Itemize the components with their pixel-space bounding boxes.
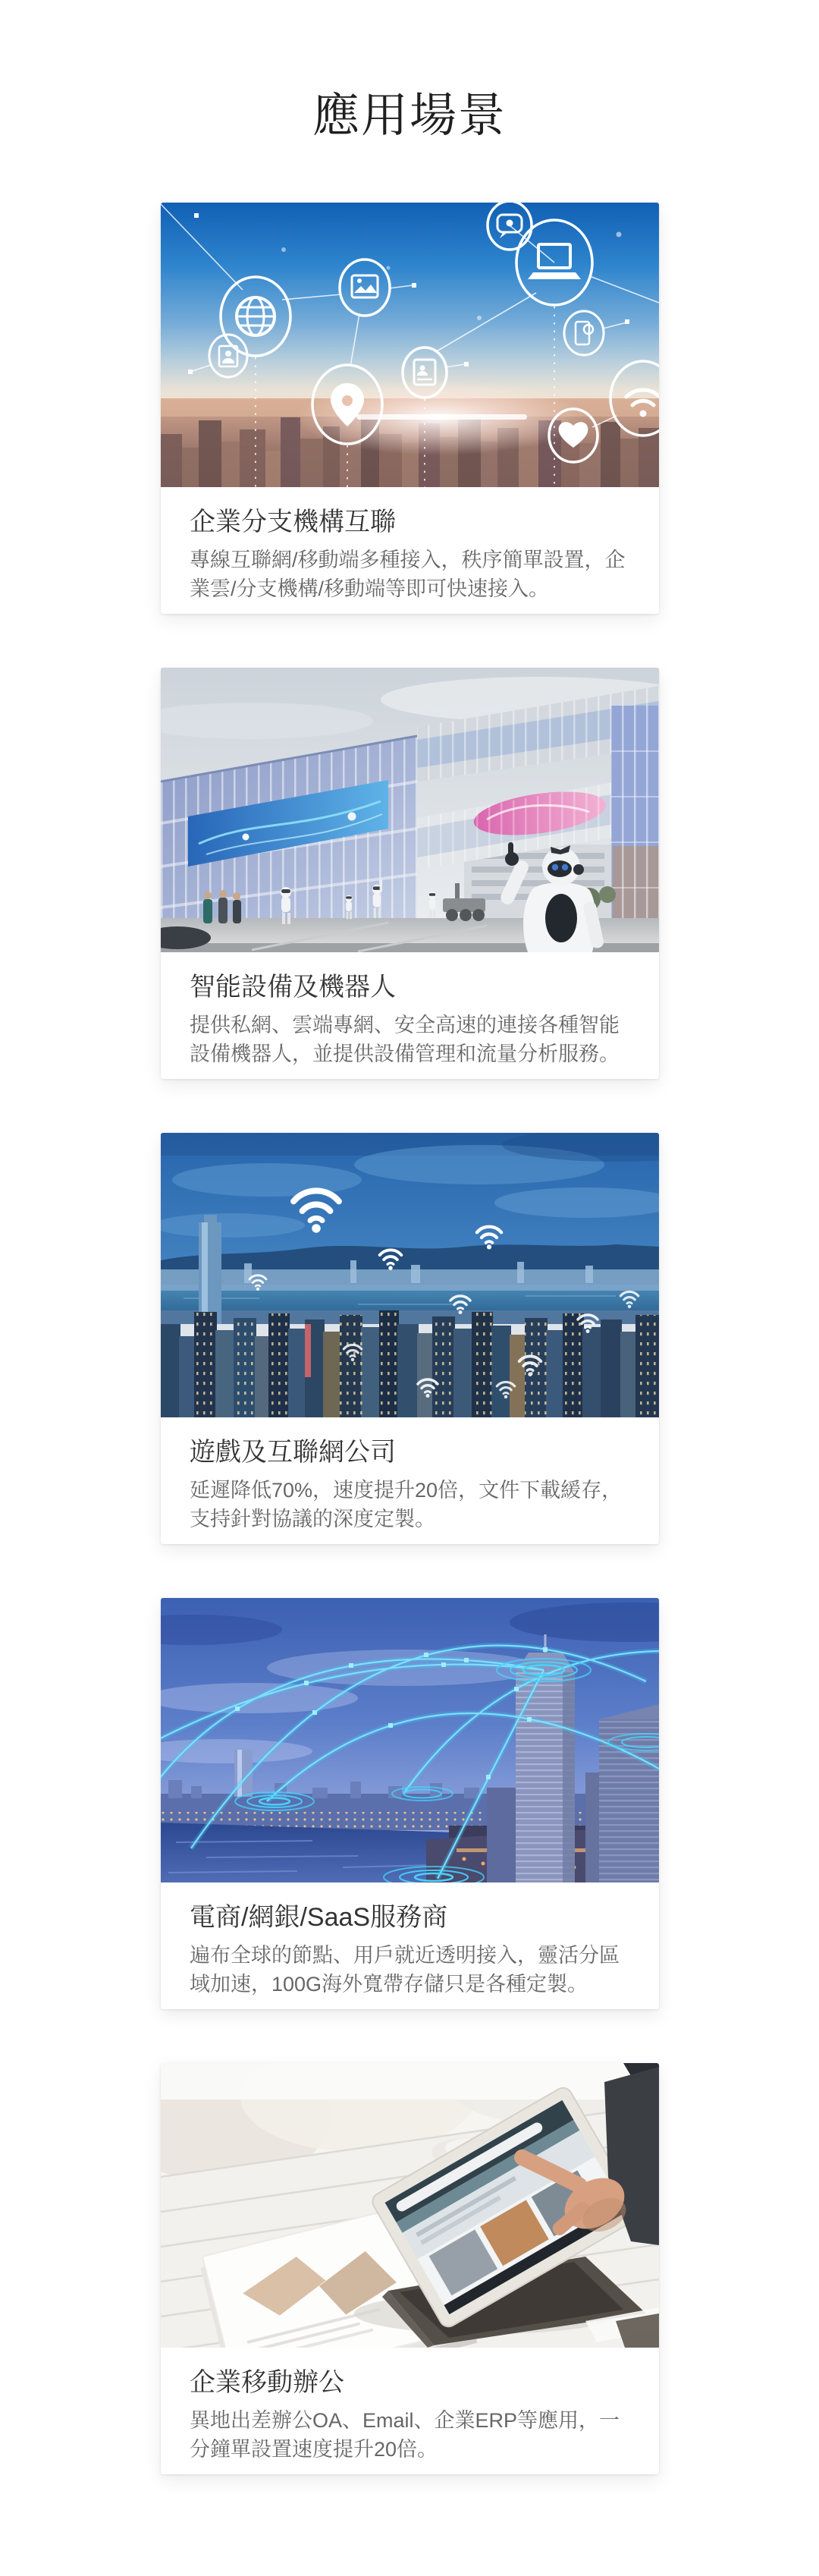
card-title: 智能設備及機器人 xyxy=(190,973,396,1002)
card-title: 企業分支機構互聯 xyxy=(190,508,396,536)
people-group xyxy=(203,890,241,923)
page-title: 應用場景 xyxy=(312,90,507,142)
mobile-office-photo xyxy=(161,2063,659,2348)
card-body xyxy=(161,487,659,603)
card-description: 異地出差辦公OA、Email、企業ERP等應用，一分鐘單設置速度提升20倍。 xyxy=(190,2409,620,2461)
scenario-card-mobile-office xyxy=(161,2063,659,2474)
icc-tower xyxy=(199,1215,221,1324)
card-description: 提供私網、雲端專網、安全高速的連接各種智能設備機器人，並提供設備管理和流量分析服務。 xyxy=(190,1014,620,1065)
right-facade xyxy=(611,706,659,937)
scenario-card-ecommerce-saas xyxy=(161,1598,659,2009)
card-description: 延遲降低70%，速度提升20倍，文件下載緩存，支持針對協議的深度定製。 xyxy=(190,1479,623,1530)
right-tower xyxy=(599,1704,659,1882)
gaming-internet-photo xyxy=(161,1133,659,1417)
scenario-card-gaming-internet xyxy=(161,1133,659,1544)
global-network-arcs-illustration xyxy=(161,1598,659,1882)
smart-devices-photo xyxy=(161,668,659,952)
card-title: 遊戲及互聯網公司 xyxy=(190,1438,396,1467)
scenario-card-smart-devices xyxy=(161,668,659,1079)
card-body xyxy=(161,2348,659,2464)
card-title: 電商/網銀/SaaS服務商 xyxy=(190,1903,448,1932)
scenario-card-list xyxy=(161,203,659,2474)
card-title: 企業移動辦公 xyxy=(190,2368,344,2397)
ecommerce-saas-photo xyxy=(161,1598,659,1882)
branch-network-photo xyxy=(161,203,659,487)
city-network-illustration xyxy=(161,203,659,487)
card-body xyxy=(161,1882,659,1999)
card-body xyxy=(161,1417,659,1533)
tablet-office-illustration xyxy=(161,2063,659,2348)
scenario-card-branch-network xyxy=(161,203,659,614)
card-description: 遍布全球的節點、用戶就近透明接入，靈活分區域加速，100G海外寬帶存儲只是各種定製。 xyxy=(190,1944,620,1996)
skyline-wifi-illustration xyxy=(161,1133,659,1417)
harbor-water xyxy=(161,1291,659,1313)
foreground-buildings xyxy=(161,1310,659,1417)
card-body xyxy=(161,952,659,1068)
card-description: 專線互聯網/移動端多種接入，秩序簡單設置，企業雲/分支機構/移動端等即可快速接入。 xyxy=(190,549,626,600)
robot-campus-illustration xyxy=(161,668,659,952)
